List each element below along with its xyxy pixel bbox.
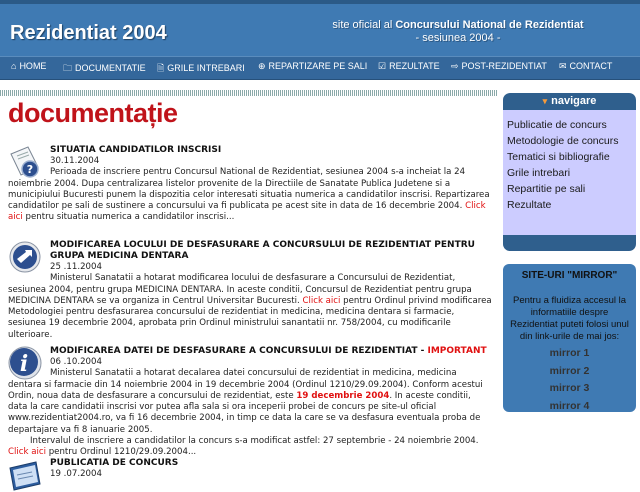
important-flag: IMPORTANT (427, 346, 487, 356)
site-title[interactable]: Rezidentiat 2004 (10, 22, 167, 44)
svg-text:i: i (19, 351, 29, 377)
article-text: pentru situatia numerica a candidatilor inscrisi... (22, 212, 235, 223)
nav-label: REPARTIZARE PE SALI (268, 61, 368, 71)
article-body-2 (8, 436, 492, 459)
nav-rezultate[interactable] (378, 61, 440, 72)
article-title[interactable]: MODIFICAREA LOCULUI DE DESFASURARE A CONCURSULUI DE REZIDENTIAT PENTRU GRUPA MEDICINA DENTARA (50, 240, 475, 261)
sidebar-link-repartitie[interactable]: Repartitie pe sali (507, 183, 586, 195)
sidebar-link-tematici[interactable]: Tematici si bibliografie (507, 151, 610, 163)
article-body (8, 368, 492, 436)
nav-label: REZULTATE (389, 61, 440, 71)
click-aici-link[interactable]: Click aici (8, 447, 46, 458)
clipboard-icon (8, 458, 42, 492)
checkbox-icon: ☑ (378, 61, 387, 71)
sidebar-link-rezultate[interactable]: Rezultate (507, 199, 552, 211)
article-text: pentru Ordinul privind modificarea Metodologiei pentru desfasurarea concursului de rezidentiat in medicina, medicina dentara si farmacie, sesiunea 19 decembrie 2004, aprobata prin Ordinul ministrului sanantatii nr. 758/2004, cu modificarile ulterioare. (8, 295, 492, 340)
article-text: Ministerul Sanatatii a hotarat decalarea datei concursului de rezidentiat in medicina, medicina dentara si farmacie din 14 noiembrie 2004 in 19 decembrie 2004 (Ordinul 1210/29.09.2004). Conform acestui Ordin, noua data de desfasurare a concursului de rezidentiat, este (8, 368, 483, 401)
mirror-link-2[interactable]: mirror 2 (549, 364, 590, 377)
page-title: documentație (8, 98, 178, 128)
click-aici-link[interactable]: Click aici (302, 295, 341, 306)
svg-text:?: ? (26, 163, 34, 176)
nav-documentatie[interactable] (63, 61, 146, 77)
nav-label: HOME (19, 61, 47, 71)
nav-label: GRILE INTREBARI (167, 63, 245, 73)
highlight-date: 19 decembrie 2004 (296, 390, 390, 401)
article-text: . In aceste conditii, data la care candidatii inscrisi vor putea afla sala si ora inceperii probei de concurs pe site-ul oficial www.rezidentiat2004.ro, va fi 16 decembrie 2004, in timp ce data la care se va desfasura eventuala proba de departajare va fi 8 ianuarie 2005. (8, 390, 481, 435)
sidebar-link-grile[interactable]: Grile intrebari (507, 167, 571, 179)
sidebar-link-publicatie[interactable]: Publicatie de concurs (507, 119, 607, 131)
navigare-links (503, 110, 636, 235)
document-icon: 🗎 (157, 63, 165, 73)
article-title[interactable] (50, 346, 492, 357)
article-date: 25 .11.2004 (50, 262, 102, 272)
envelope-icon: ✉ (559, 61, 567, 71)
nav-repartizare[interactable] (258, 61, 367, 72)
main-nav (0, 56, 640, 80)
site-header (0, 4, 640, 56)
navigare-title: navigare (551, 95, 597, 107)
nav-contact[interactable] (559, 61, 612, 72)
sidebar-link-metodologie[interactable]: Metodologie de concurs (507, 135, 619, 147)
folder-icon: 🗀 (63, 63, 73, 73)
mirror-link-3[interactable]: mirror 3 (549, 382, 590, 394)
tagline-prefix: site oficial al (332, 19, 396, 31)
article-date: 06 .10.2004 (50, 357, 102, 367)
sidebar-navigare (503, 93, 636, 251)
nav-label: POST-REZIDENTIAT (461, 61, 547, 71)
navigare-header (503, 93, 636, 110)
info-icon (8, 346, 42, 380)
click-aici-link[interactable]: Click aici (8, 201, 486, 223)
article-title[interactable]: PUBLICATIA DE CONCURS (50, 458, 179, 468)
article-publicatia (8, 458, 492, 480)
tagline-session: - sesiunea 2004 - (415, 32, 501, 44)
article-text: Intervalul de inscriere a candidatilor la concurs s-a modificat astfel: 27 septembrie - 24 noiembrie 2004. (30, 436, 479, 447)
article-body (8, 273, 492, 341)
nav-home[interactable] (11, 61, 46, 71)
article-text: Perioada de inscriere pentru Concursul National de Rezidentiat, sesiunea 2004 s-a incheiat la 24 noiembrie 2004. Dupa centralizarea listelor provenite de la Directiile de Sanatate Publica Judetene si a municipiului Bucuresti punem la dispozitia celor interesati situatia numerica a candidatilor inscrisi. Repartizarea candidatilor pe sali de sustinere a concursului va fi publicata pe acest site in data de 16 decembrie 2004. (8, 167, 490, 212)
article-modificarea-datei (8, 346, 492, 459)
article-title-text: MODIFICAREA DATEI DE DESFASURARE A CONCURSULUI DE REZIDENTIAT - (50, 346, 428, 356)
mirror-title: SITE-URI "MIRROR" (521, 270, 618, 281)
mirror-link-1[interactable]: mirror 1 (549, 347, 590, 359)
mirror-link-4[interactable]: mirror 4 (549, 399, 590, 412)
arrow-right-icon: ⇨ (451, 61, 459, 71)
article-text: pentru Ordinul 1210/29.09.2004... (45, 447, 197, 458)
article-text: Ministerul Sanatatii a hotarat modificarea locului de desfasurare a Concursului de Rezidentiat, sesiunea 2004, pentru grupa MEDICINA DENTARA. In aceste conditii, Concursul de Rezidentiat pentru grupa MEDICINA DENTARA se va organiza in Centrul Universitar Bucuresti. (8, 273, 472, 306)
article-title[interactable]: SITUATIA CANDIDATILOR INSCRISI (50, 145, 222, 155)
sidebar-mirror-sites (503, 264, 636, 412)
mirror-description: Pentru a fluidiza accesul la informatiile despre Rezidentiat puteti folosi unul din link-urile de mai jos: (510, 295, 629, 342)
tagline-bold: Concursului National de Rezidentiat (395, 19, 584, 31)
article-situatia-candidatilor (8, 145, 492, 224)
article-date: 19 .07.2004 (50, 469, 102, 479)
chevron-down-icon: ▾ (542, 96, 548, 106)
home-icon: ⌂ (11, 61, 17, 71)
nav-label: DOCUMENTATIE (75, 63, 146, 73)
article-modificarea-locului (8, 240, 492, 341)
nav-post-rezidentiat[interactable] (451, 61, 547, 72)
arrow-circle-icon (8, 240, 42, 274)
nav-grile-intrebari[interactable] (157, 61, 245, 77)
site-tagline (328, 19, 588, 45)
dotted-divider (0, 90, 498, 96)
nav-label: CONTACT (569, 61, 613, 71)
article-body (8, 167, 492, 223)
article-date: 30.11.2004 (50, 156, 100, 166)
document-help-icon (8, 145, 42, 179)
grid-icon: ⊕ (258, 61, 266, 71)
